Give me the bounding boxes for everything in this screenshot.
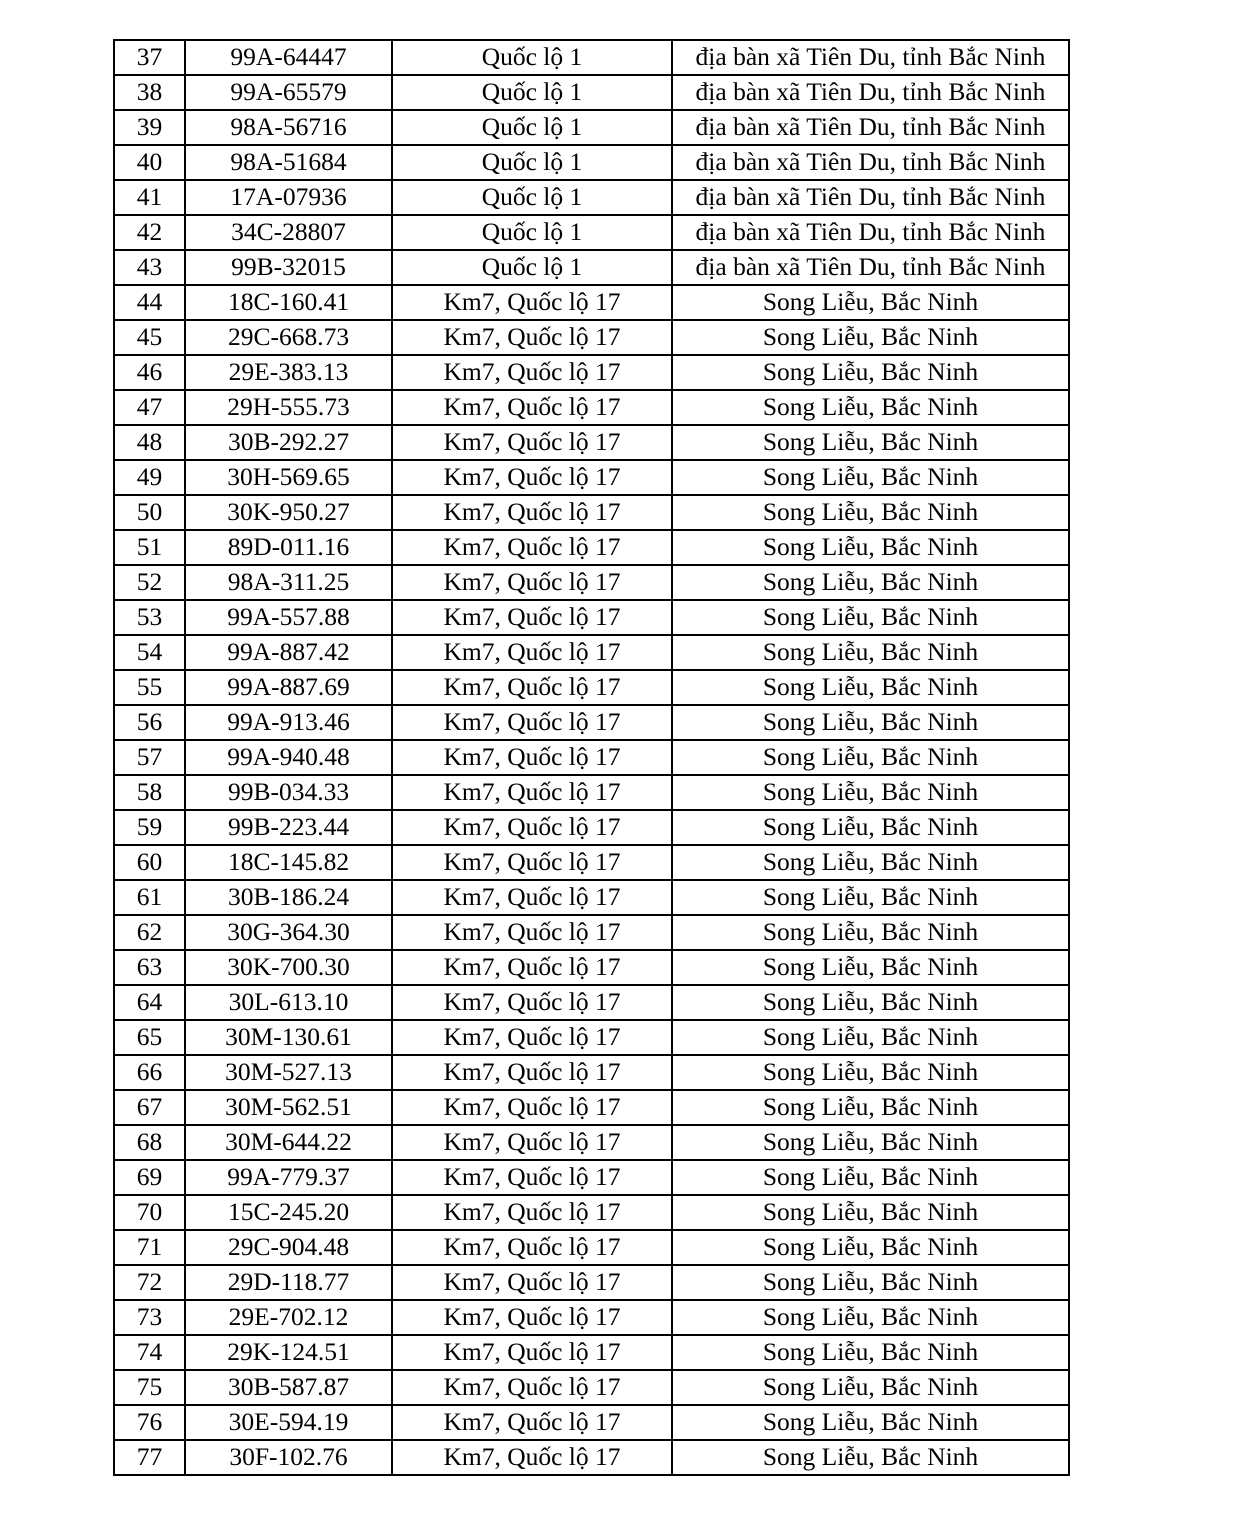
location-cell: Song Liễu, Bắc Ninh bbox=[672, 1090, 1069, 1125]
road-cell: Km7, Quốc lộ 17 bbox=[392, 670, 672, 705]
license-plate-cell: 18C-160.41 bbox=[185, 285, 392, 320]
license-plate-cell: 99A-887.69 bbox=[185, 670, 392, 705]
table-row bbox=[114, 530, 1069, 565]
row-number-cell: 39 bbox=[114, 110, 185, 145]
license-plate-cell: 15C-245.20 bbox=[185, 1195, 392, 1230]
location-cell: Song Liễu, Bắc Ninh bbox=[672, 285, 1069, 320]
row-number-cell: 72 bbox=[114, 1265, 185, 1300]
license-plate-cell: 29E-702.12 bbox=[185, 1300, 392, 1335]
location-cell: địa bàn xã Tiên Du, tỉnh Bắc Ninh bbox=[672, 110, 1069, 145]
road-cell: Km7, Quốc lộ 17 bbox=[392, 425, 672, 460]
row-number-cell: 55 bbox=[114, 670, 185, 705]
license-plate-cell: 99B-32015 bbox=[185, 250, 392, 285]
table-row bbox=[114, 250, 1069, 285]
license-plate-cell: 29H-555.73 bbox=[185, 390, 392, 425]
table-row bbox=[114, 40, 1069, 75]
license-plate-cell: 99A-557.88 bbox=[185, 600, 392, 635]
table-row bbox=[114, 460, 1069, 495]
road-cell: Km7, Quốc lộ 17 bbox=[392, 355, 672, 390]
location-cell: Song Liễu, Bắc Ninh bbox=[672, 880, 1069, 915]
road-cell: Km7, Quốc lộ 17 bbox=[392, 950, 672, 985]
license-plate-cell: 99A-65579 bbox=[185, 75, 392, 110]
road-cell: Km7, Quốc lộ 17 bbox=[392, 1230, 672, 1265]
row-number-cell: 42 bbox=[114, 215, 185, 250]
location-cell: Song Liễu, Bắc Ninh bbox=[672, 320, 1069, 355]
location-cell: Song Liễu, Bắc Ninh bbox=[672, 775, 1069, 810]
location-cell: Song Liễu, Bắc Ninh bbox=[672, 705, 1069, 740]
license-plate-cell: 30M-130.61 bbox=[185, 1020, 392, 1055]
table-row bbox=[114, 1055, 1069, 1090]
road-cell: Quốc lộ 1 bbox=[392, 75, 672, 110]
road-cell: Km7, Quốc lộ 17 bbox=[392, 705, 672, 740]
license-plate-cell: 17A-07936 bbox=[185, 180, 392, 215]
location-cell: Song Liễu, Bắc Ninh bbox=[672, 1405, 1069, 1440]
table-row bbox=[114, 390, 1069, 425]
table-row bbox=[114, 565, 1069, 600]
table-body bbox=[114, 40, 1069, 1475]
road-cell: Km7, Quốc lộ 17 bbox=[392, 1405, 672, 1440]
row-number-cell: 48 bbox=[114, 425, 185, 460]
table-row bbox=[114, 355, 1069, 390]
location-cell: Song Liễu, Bắc Ninh bbox=[672, 670, 1069, 705]
location-cell: Song Liễu, Bắc Ninh bbox=[672, 1370, 1069, 1405]
road-cell: Km7, Quốc lộ 17 bbox=[392, 810, 672, 845]
location-cell: Song Liễu, Bắc Ninh bbox=[672, 845, 1069, 880]
license-plate-cell: 30E-594.19 bbox=[185, 1405, 392, 1440]
row-number-cell: 60 bbox=[114, 845, 185, 880]
row-number-cell: 74 bbox=[114, 1335, 185, 1370]
road-cell: Km7, Quốc lộ 17 bbox=[392, 495, 672, 530]
row-number-cell: 43 bbox=[114, 250, 185, 285]
road-cell: Km7, Quốc lộ 17 bbox=[392, 1090, 672, 1125]
license-plate-cell: 98A-56716 bbox=[185, 110, 392, 145]
row-number-cell: 45 bbox=[114, 320, 185, 355]
road-cell: Km7, Quốc lộ 17 bbox=[392, 985, 672, 1020]
license-plate-cell: 34C-28807 bbox=[185, 215, 392, 250]
row-number-cell: 52 bbox=[114, 565, 185, 600]
license-plate-cell: 30B-186.24 bbox=[185, 880, 392, 915]
table-row bbox=[114, 880, 1069, 915]
license-plate-cell: 30G-364.30 bbox=[185, 915, 392, 950]
row-number-cell: 38 bbox=[114, 75, 185, 110]
license-plate-cell: 99A-913.46 bbox=[185, 705, 392, 740]
row-number-cell: 75 bbox=[114, 1370, 185, 1405]
road-cell: Km7, Quốc lộ 17 bbox=[392, 1300, 672, 1335]
violation-table bbox=[113, 39, 1070, 1476]
row-number-cell: 64 bbox=[114, 985, 185, 1020]
license-plate-cell: 99A-779.37 bbox=[185, 1160, 392, 1195]
road-cell: Quốc lộ 1 bbox=[392, 110, 672, 145]
row-number-cell: 66 bbox=[114, 1055, 185, 1090]
location-cell: địa bàn xã Tiên Du, tỉnh Bắc Ninh bbox=[672, 40, 1069, 75]
license-plate-cell: 30M-562.51 bbox=[185, 1090, 392, 1125]
table-row bbox=[114, 75, 1069, 110]
road-cell: Km7, Quốc lộ 17 bbox=[392, 1370, 672, 1405]
table-row bbox=[114, 320, 1069, 355]
road-cell: Km7, Quốc lộ 17 bbox=[392, 530, 672, 565]
location-cell: Song Liễu, Bắc Ninh bbox=[672, 1160, 1069, 1195]
road-cell: Km7, Quốc lộ 17 bbox=[392, 320, 672, 355]
table-row bbox=[114, 635, 1069, 670]
table-row bbox=[114, 1335, 1069, 1370]
location-cell: Song Liễu, Bắc Ninh bbox=[672, 390, 1069, 425]
location-cell: Song Liễu, Bắc Ninh bbox=[672, 1055, 1069, 1090]
row-number-cell: 71 bbox=[114, 1230, 185, 1265]
license-plate-cell: 98A-311.25 bbox=[185, 565, 392, 600]
license-plate-cell: 29C-668.73 bbox=[185, 320, 392, 355]
road-cell: Km7, Quốc lộ 17 bbox=[392, 635, 672, 670]
table-row bbox=[114, 1195, 1069, 1230]
table-row bbox=[114, 1300, 1069, 1335]
row-number-cell: 65 bbox=[114, 1020, 185, 1055]
row-number-cell: 54 bbox=[114, 635, 185, 670]
row-number-cell: 46 bbox=[114, 355, 185, 390]
road-cell: Km7, Quốc lộ 17 bbox=[392, 565, 672, 600]
license-plate-cell: 30M-527.13 bbox=[185, 1055, 392, 1090]
table-row bbox=[114, 600, 1069, 635]
location-cell: Song Liễu, Bắc Ninh bbox=[672, 810, 1069, 845]
table-row bbox=[114, 950, 1069, 985]
table-row bbox=[114, 1125, 1069, 1160]
road-cell: Quốc lộ 1 bbox=[392, 215, 672, 250]
location-cell: Song Liễu, Bắc Ninh bbox=[672, 1265, 1069, 1300]
table-row bbox=[114, 810, 1069, 845]
road-cell: Quốc lộ 1 bbox=[392, 145, 672, 180]
row-number-cell: 57 bbox=[114, 740, 185, 775]
road-cell: Km7, Quốc lộ 17 bbox=[392, 880, 672, 915]
table-row bbox=[114, 1090, 1069, 1125]
row-number-cell: 73 bbox=[114, 1300, 185, 1335]
table-row bbox=[114, 1160, 1069, 1195]
row-number-cell: 51 bbox=[114, 530, 185, 565]
row-number-cell: 70 bbox=[114, 1195, 185, 1230]
row-number-cell: 76 bbox=[114, 1405, 185, 1440]
table-row bbox=[114, 285, 1069, 320]
location-cell: Song Liễu, Bắc Ninh bbox=[672, 1020, 1069, 1055]
location-cell: Song Liễu, Bắc Ninh bbox=[672, 565, 1069, 600]
license-plate-cell: 99A-887.42 bbox=[185, 635, 392, 670]
table-row bbox=[114, 1440, 1069, 1475]
road-cell: Km7, Quốc lộ 17 bbox=[392, 1055, 672, 1090]
row-number-cell: 50 bbox=[114, 495, 185, 530]
row-number-cell: 53 bbox=[114, 600, 185, 635]
road-cell: Km7, Quốc lộ 17 bbox=[392, 390, 672, 425]
license-plate-cell: 30L-613.10 bbox=[185, 985, 392, 1020]
table-row bbox=[114, 145, 1069, 180]
table-row bbox=[114, 180, 1069, 215]
location-cell: địa bàn xã Tiên Du, tỉnh Bắc Ninh bbox=[672, 180, 1069, 215]
table-row bbox=[114, 425, 1069, 460]
table-row bbox=[114, 705, 1069, 740]
table-row bbox=[114, 1370, 1069, 1405]
row-number-cell: 77 bbox=[114, 1440, 185, 1475]
license-plate-cell: 30B-292.27 bbox=[185, 425, 392, 460]
table-row bbox=[114, 1230, 1069, 1265]
road-cell: Km7, Quốc lộ 17 bbox=[392, 1335, 672, 1370]
road-cell: Quốc lộ 1 bbox=[392, 250, 672, 285]
location-cell: Song Liễu, Bắc Ninh bbox=[672, 600, 1069, 635]
table-row bbox=[114, 1405, 1069, 1440]
license-plate-cell: 30F-102.76 bbox=[185, 1440, 392, 1475]
road-cell: Km7, Quốc lộ 17 bbox=[392, 460, 672, 495]
table-row bbox=[114, 915, 1069, 950]
location-cell: địa bàn xã Tiên Du, tỉnh Bắc Ninh bbox=[672, 215, 1069, 250]
table-row bbox=[114, 1020, 1069, 1055]
location-cell: địa bàn xã Tiên Du, tỉnh Bắc Ninh bbox=[672, 145, 1069, 180]
row-number-cell: 59 bbox=[114, 810, 185, 845]
road-cell: Km7, Quốc lộ 17 bbox=[392, 775, 672, 810]
location-cell: địa bàn xã Tiên Du, tỉnh Bắc Ninh bbox=[672, 75, 1069, 110]
row-number-cell: 56 bbox=[114, 705, 185, 740]
location-cell: Song Liễu, Bắc Ninh bbox=[672, 1335, 1069, 1370]
road-cell: Quốc lộ 1 bbox=[392, 180, 672, 215]
road-cell: Km7, Quốc lộ 17 bbox=[392, 1020, 672, 1055]
road-cell: Km7, Quốc lộ 17 bbox=[392, 1440, 672, 1475]
row-number-cell: 67 bbox=[114, 1090, 185, 1125]
row-number-cell: 37 bbox=[114, 40, 185, 75]
location-cell: Song Liễu, Bắc Ninh bbox=[672, 950, 1069, 985]
road-cell: Quốc lộ 1 bbox=[392, 40, 672, 75]
license-plate-cell: 29D-118.77 bbox=[185, 1265, 392, 1300]
table-row bbox=[114, 985, 1069, 1020]
row-number-cell: 69 bbox=[114, 1160, 185, 1195]
row-number-cell: 61 bbox=[114, 880, 185, 915]
table-row bbox=[114, 215, 1069, 250]
row-number-cell: 58 bbox=[114, 775, 185, 810]
table-row bbox=[114, 845, 1069, 880]
row-number-cell: 68 bbox=[114, 1125, 185, 1160]
table-row bbox=[114, 110, 1069, 145]
row-number-cell: 40 bbox=[114, 145, 185, 180]
location-cell: Song Liễu, Bắc Ninh bbox=[672, 355, 1069, 390]
row-number-cell: 49 bbox=[114, 460, 185, 495]
license-plate-cell: 18C-145.82 bbox=[185, 845, 392, 880]
row-number-cell: 41 bbox=[114, 180, 185, 215]
table-row bbox=[114, 495, 1069, 530]
location-cell: Song Liễu, Bắc Ninh bbox=[672, 1300, 1069, 1335]
license-plate-cell: 30H-569.65 bbox=[185, 460, 392, 495]
road-cell: Km7, Quốc lộ 17 bbox=[392, 915, 672, 950]
license-plate-cell: 89D-011.16 bbox=[185, 530, 392, 565]
license-plate-cell: 98A-51684 bbox=[185, 145, 392, 180]
location-cell: Song Liễu, Bắc Ninh bbox=[672, 1230, 1069, 1265]
location-cell: Song Liễu, Bắc Ninh bbox=[672, 740, 1069, 775]
location-cell: Song Liễu, Bắc Ninh bbox=[672, 915, 1069, 950]
road-cell: Km7, Quốc lộ 17 bbox=[392, 1195, 672, 1230]
table-row bbox=[114, 1265, 1069, 1300]
license-plate-cell: 30K-700.30 bbox=[185, 950, 392, 985]
road-cell: Km7, Quốc lộ 17 bbox=[392, 740, 672, 775]
road-cell: Km7, Quốc lộ 17 bbox=[392, 1265, 672, 1300]
license-plate-cell: 29K-124.51 bbox=[185, 1335, 392, 1370]
table-row bbox=[114, 775, 1069, 810]
location-cell: Song Liễu, Bắc Ninh bbox=[672, 460, 1069, 495]
table-row bbox=[114, 740, 1069, 775]
road-cell: Km7, Quốc lộ 17 bbox=[392, 285, 672, 320]
location-cell: địa bàn xã Tiên Du, tỉnh Bắc Ninh bbox=[672, 250, 1069, 285]
license-plate-cell: 30K-950.27 bbox=[185, 495, 392, 530]
location-cell: Song Liễu, Bắc Ninh bbox=[672, 495, 1069, 530]
license-plate-cell: 30B-587.87 bbox=[185, 1370, 392, 1405]
row-number-cell: 63 bbox=[114, 950, 185, 985]
road-cell: Km7, Quốc lộ 17 bbox=[392, 1125, 672, 1160]
location-cell: Song Liễu, Bắc Ninh bbox=[672, 1440, 1069, 1475]
location-cell: Song Liễu, Bắc Ninh bbox=[672, 1195, 1069, 1230]
row-number-cell: 44 bbox=[114, 285, 185, 320]
road-cell: Km7, Quốc lộ 17 bbox=[392, 600, 672, 635]
table-row bbox=[114, 670, 1069, 705]
location-cell: Song Liễu, Bắc Ninh bbox=[672, 530, 1069, 565]
location-cell: Song Liễu, Bắc Ninh bbox=[672, 635, 1069, 670]
location-cell: Song Liễu, Bắc Ninh bbox=[672, 985, 1069, 1020]
row-number-cell: 62 bbox=[114, 915, 185, 950]
row-number-cell: 47 bbox=[114, 390, 185, 425]
license-plate-cell: 29E-383.13 bbox=[185, 355, 392, 390]
license-plate-cell: 29C-904.48 bbox=[185, 1230, 392, 1265]
road-cell: Km7, Quốc lộ 17 bbox=[392, 1160, 672, 1195]
license-plate-cell: 99B-223.44 bbox=[185, 810, 392, 845]
location-cell: Song Liễu, Bắc Ninh bbox=[672, 425, 1069, 460]
location-cell: Song Liễu, Bắc Ninh bbox=[672, 1125, 1069, 1160]
license-plate-cell: 30M-644.22 bbox=[185, 1125, 392, 1160]
license-plate-cell: 99B-034.33 bbox=[185, 775, 392, 810]
license-plate-cell: 99A-940.48 bbox=[185, 740, 392, 775]
road-cell: Km7, Quốc lộ 17 bbox=[392, 845, 672, 880]
license-plate-cell: 99A-64447 bbox=[185, 40, 392, 75]
